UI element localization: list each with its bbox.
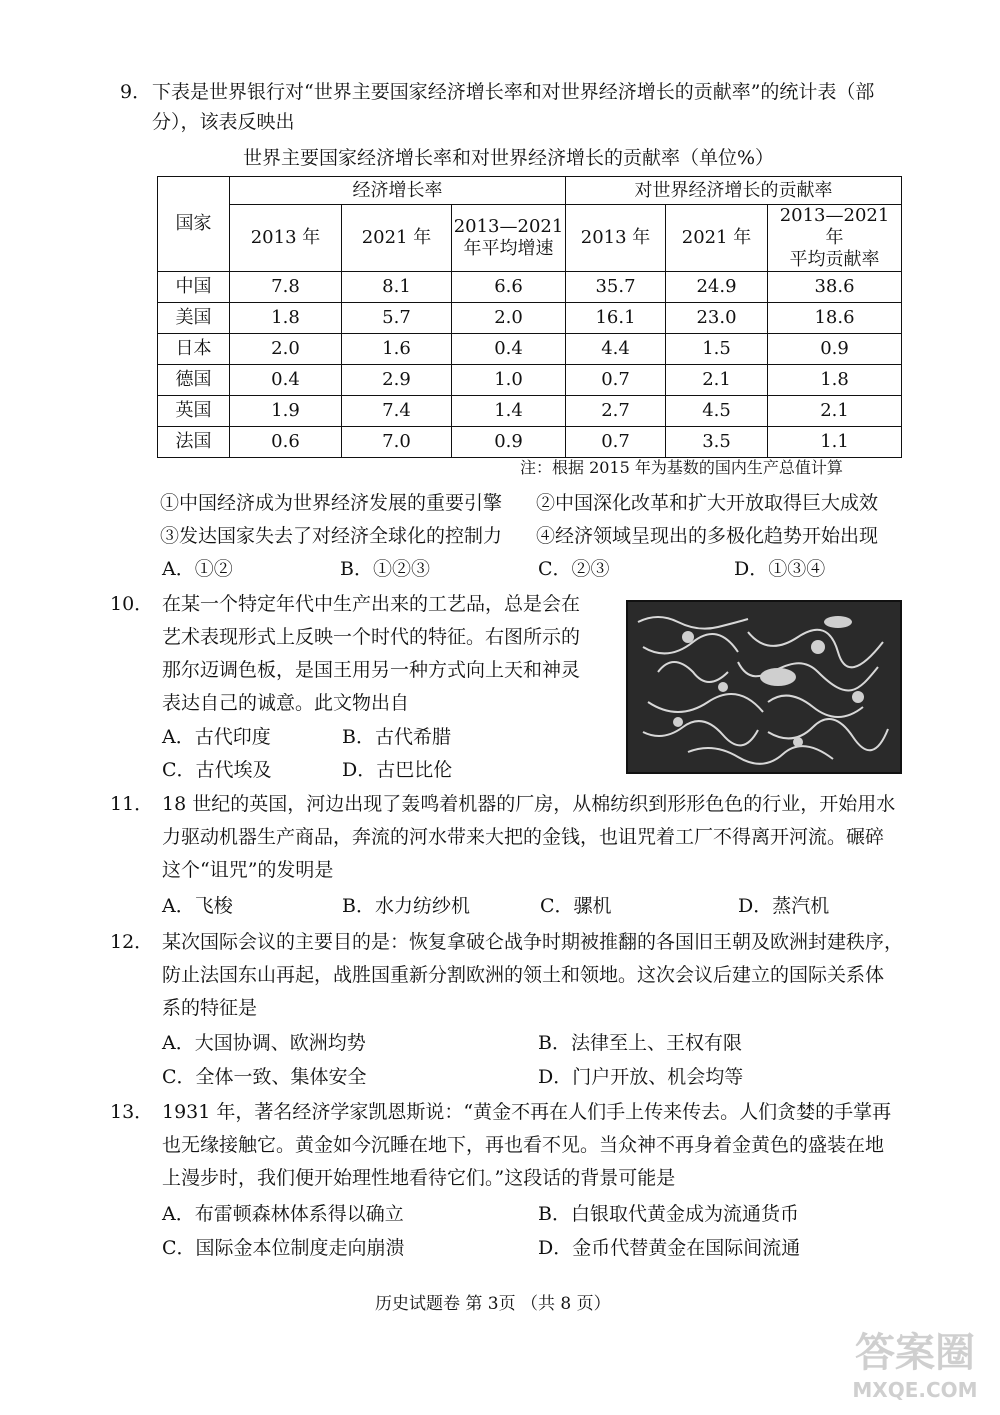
header-country: 国家 [158, 177, 230, 272]
table-row [158, 427, 902, 458]
cell: 2.0 [452, 303, 566, 334]
q10-option-b[interactable]: B．古代希腊 [342, 726, 451, 748]
q9-statement-1: ①中国经济成为世界经济发展的重要引擎 [160, 492, 503, 514]
cell: 7.8 [230, 272, 342, 303]
table-title: 世界主要国家经济增长率和对世界经济增长的贡献率（单位%） [243, 147, 775, 169]
q11-number: 11． [110, 793, 154, 815]
q9-stem-line1: 下表是世界银行对“世界主要国家经济增长率和对世界经济增长的贡献率”的统计表（部 [152, 81, 875, 103]
cell: 1.6 [342, 334, 452, 365]
q12-option-b[interactable]: B．法律至上、王权有限 [538, 1032, 742, 1054]
cell: 23.0 [666, 303, 768, 334]
q9-statement-4: ④经济领域呈现出的多极化趋势开始出现 [536, 525, 879, 547]
q9-statement-2: ②中国深化改革和扩大开放取得巨大成效 [536, 492, 879, 514]
q10-option-a[interactable]: A．古代印度 [162, 726, 271, 748]
cell-country: 英国 [158, 396, 230, 427]
q10-stem-line1: 在某一个特定年代中生产出来的工艺品，总是会在 [162, 593, 581, 615]
q9-option-a[interactable]: A．①② [162, 558, 233, 580]
cell: 0.4 [452, 334, 566, 365]
q9-option-d[interactable]: D．①③④ [734, 558, 826, 580]
cell: 0.7 [566, 365, 666, 396]
page-footer: 历史试题卷 第 3页 （共 8 页） [375, 1294, 611, 1314]
q11-stem-line2: 力驱动机器生产商品，奔流的河水带来大把的金钱，也诅咒着工厂不得离开河流。碾碎 [162, 826, 885, 848]
q10-stem-line4: 表达自己的诚意。此文物出自 [162, 692, 410, 714]
cell: 3.5 [666, 427, 768, 458]
cell: 4.4 [566, 334, 666, 365]
header-growth-2013: 2013 年 [230, 205, 342, 272]
cell: 1.0 [452, 365, 566, 396]
q11-option-b[interactable]: B．水力纺纱机 [342, 895, 470, 917]
cell: 1.5 [666, 334, 768, 365]
q11-option-d[interactable]: D．蒸汽机 [738, 895, 830, 917]
q10-stem-line3: 那尔迈调色板，是国王用另一种方式向上天和神灵 [162, 659, 581, 681]
cell: 24.9 [666, 272, 768, 303]
header-contribution: 对世界经济增长的贡献率 [566, 177, 902, 205]
watermark-text: 答案圈 [855, 1330, 975, 1376]
q9-stem-line2: 分），该表反映出 [152, 111, 295, 133]
q10-stem-line2: 艺术表现形式上反映一个时代的特征。右图所示的 [162, 626, 581, 648]
q12-option-a[interactable]: A．大国协调、欧洲均势 [162, 1032, 366, 1054]
q12-stem-line2: 防止法国东山再起，战胜国重新分割欧洲的领土和领地。这次会议后建立的国际关系体 [162, 964, 885, 986]
table-row [158, 272, 902, 303]
narmer-palette-image [626, 600, 902, 774]
cell: 6.6 [452, 272, 566, 303]
q13-option-a[interactable]: A．布雷顿森林体系得以确立 [162, 1203, 404, 1225]
cell: 0.4 [230, 365, 342, 396]
cell: 16.1 [566, 303, 666, 334]
cell: 0.9 [452, 427, 566, 458]
header-growth-avg: 2013—2021 年平均增速 [452, 205, 566, 272]
cell-country: 美国 [158, 303, 230, 334]
cell: 2.1 [666, 365, 768, 396]
cell: 1.9 [230, 396, 342, 427]
cell: 2.0 [230, 334, 342, 365]
cell-country: 日本 [158, 334, 230, 365]
q13-stem-line2: 也无缘接触它。黄金如今沉睡在地下，再也看不见。当众神不再身着金黄色的盛装在地 [162, 1134, 885, 1156]
q11-stem-line3: 这个“诅咒”的发明是 [162, 859, 334, 881]
cell: 38.6 [768, 272, 902, 303]
q11-option-a[interactable]: A．飞梭 [162, 895, 233, 917]
cell: 5.7 [342, 303, 452, 334]
cell: 35.7 [566, 272, 666, 303]
q12-number: 12． [110, 931, 154, 953]
table-row [158, 365, 902, 396]
cell-country: 法国 [158, 427, 230, 458]
q10-number: 10． [110, 593, 154, 615]
q9-option-c[interactable]: C．②③ [538, 558, 610, 580]
cell: 2.7 [566, 396, 666, 427]
table-note: 注：根据 2015 年为基数的国内生产总值计算 [520, 458, 843, 477]
q13-option-b[interactable]: B．白银取代黄金成为流通货币 [538, 1203, 799, 1225]
q13-stem-line1: 1931 年，著名经济学家凯恩斯说：“黄金不再在人们手上传来传去。人们贪婪的手掌再 [162, 1101, 892, 1123]
q13-number: 13． [110, 1101, 154, 1123]
table-row [158, 303, 902, 334]
q13-stem-line3: 上漫步时，我们便开始理性地看待它们。”这段话的背景可能是 [162, 1167, 676, 1189]
q12-option-d[interactable]: D．门户开放、机会均等 [538, 1066, 744, 1088]
cell: 7.4 [342, 396, 452, 427]
cell: 0.7 [566, 427, 666, 458]
q13-option-d[interactable]: D．金币代替黄金在国际间流通 [538, 1237, 801, 1259]
cell: 4.5 [666, 396, 768, 427]
header-contrib-avg: 2013—2021 年 平均贡献率 [768, 205, 902, 272]
watermark-logo [840, 1328, 990, 1408]
cell: 1.4 [452, 396, 566, 427]
cell: 8.1 [342, 272, 452, 303]
cell: 2.1 [768, 396, 902, 427]
q11-stem-line1: 18 世纪的英国，河边出现了轰鸣着机器的厂房，从棉纺织到形形色色的行业，开始用水 [162, 793, 896, 815]
cell: 0.9 [768, 334, 902, 365]
cell: 1.1 [768, 427, 902, 458]
stats-table [157, 176, 902, 458]
q13-option-c[interactable]: C．国际金本位制度走向崩溃 [162, 1237, 405, 1259]
q11-option-c[interactable]: C．骡机 [540, 895, 612, 917]
header-growth-2021: 2021 年 [342, 205, 452, 272]
q12-stem-line1: 某次国际会议的主要目的是：恢复拿破仑战争时期被推翻的各国旧王朝及欧洲封建秩序， [162, 931, 904, 953]
cell-country: 德国 [158, 365, 230, 396]
q10-option-d[interactable]: D．古巴比伦 [342, 759, 453, 781]
cell: 1.8 [768, 365, 902, 396]
header-growth: 经济增长率 [230, 177, 566, 205]
q12-stem-line3: 系的特征是 [162, 997, 258, 1019]
header-contrib-2021: 2021 年 [666, 205, 768, 272]
cell: 0.6 [230, 427, 342, 458]
q10-option-c[interactable]: C．古代埃及 [162, 759, 272, 781]
cell: 18.6 [768, 303, 902, 334]
q9-option-b[interactable]: B．①②③ [340, 558, 430, 580]
cell-country: 中国 [158, 272, 230, 303]
q9-statement-3: ③发达国家失去了对经济全球化的控制力 [160, 525, 503, 547]
table-row [158, 396, 902, 427]
cell: 2.9 [342, 365, 452, 396]
cell: 1.8 [230, 303, 342, 334]
watermark-url: MXQE.COM [852, 1378, 978, 1402]
q12-option-c[interactable]: C．全体一致、集体安全 [162, 1066, 367, 1088]
q9-number: 9． [120, 81, 152, 103]
cell: 7.0 [342, 427, 452, 458]
header-contrib-2013: 2013 年 [566, 205, 666, 272]
table-row [158, 334, 902, 365]
